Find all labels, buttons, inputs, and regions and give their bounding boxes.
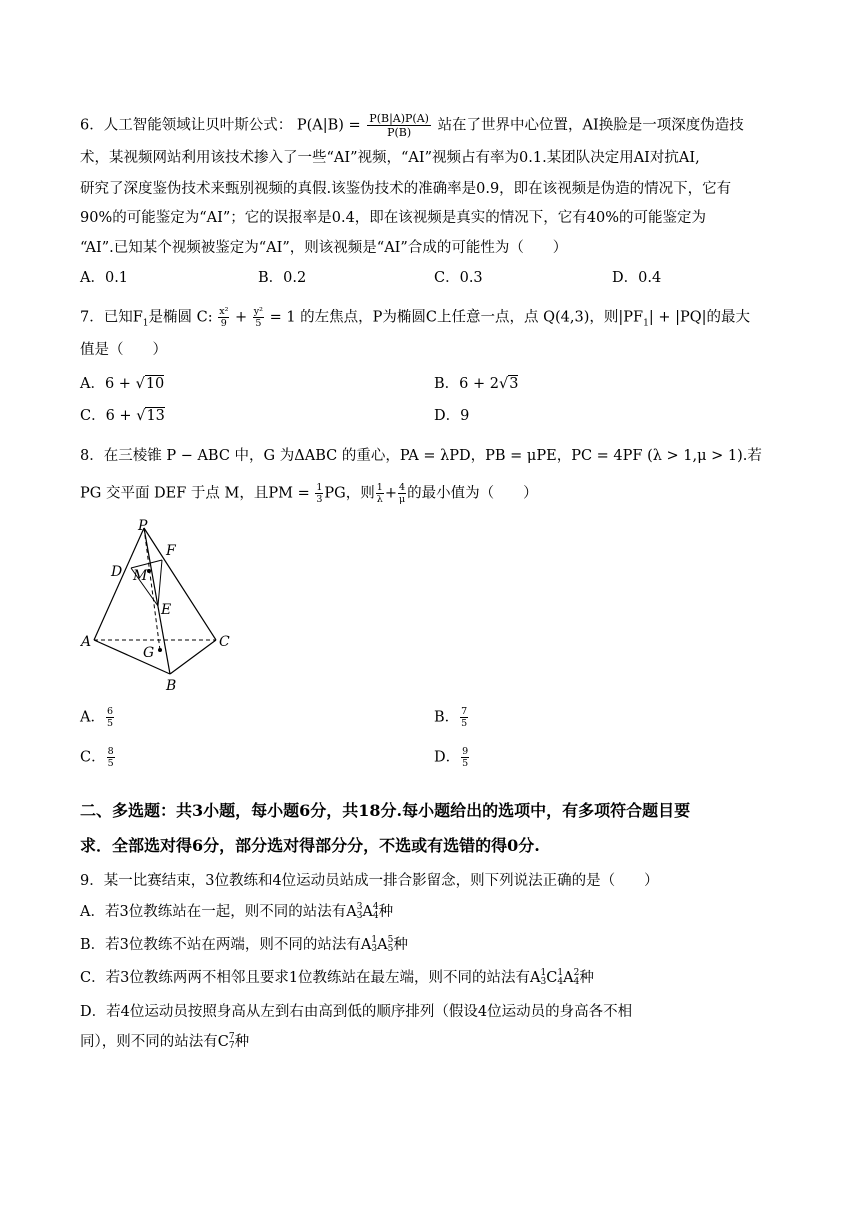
q8-a-label: A． — [80, 709, 105, 726]
f2n: 1 — [376, 482, 383, 493]
q7-plus: + — [235, 309, 248, 326]
q8-d-den: 5 — [462, 758, 469, 769]
q7-prefix: 7．已知F — [80, 309, 143, 326]
q8-d-num: 9 — [462, 746, 469, 757]
q8-option-d[interactable] — [434, 746, 470, 769]
q7-option-c[interactable]: C．6 + √13 — [80, 408, 165, 424]
bayes-numerator: P(B|A)P(A) — [369, 112, 429, 125]
perm-symbol: A 5 5 — [377, 935, 394, 954]
q7-a-text: A．6 + — [80, 376, 136, 392]
q6-suffix: 站在了世界中心位置，AI换脸是一项深度伪造技 — [437, 117, 744, 134]
q9-d-post: 种 — [234, 1034, 250, 1050]
ellipse-x-fraction — [218, 306, 229, 329]
q7-mid3: | + |PQ|的最大 — [648, 309, 750, 326]
section2-heading-line2: 求．全部选对得6分，部分选对得部分分，不选或有选错的得0分. — [80, 836, 540, 855]
q9-option-d[interactable] — [80, 1002, 632, 1022]
q8-frac-1-lambda — [376, 482, 384, 505]
q8-b-den: 5 — [461, 718, 468, 729]
q6-option-a[interactable]: A．0.1 — [80, 270, 129, 286]
q6-option-c[interactable]: C．0.3 — [434, 270, 483, 286]
perm-symbol: A 3 3 — [346, 902, 363, 921]
label-b: B — [166, 678, 177, 694]
label-m: M — [133, 568, 148, 584]
q9-option-a[interactable] — [80, 902, 393, 922]
ellipse-y-fraction — [253, 306, 264, 329]
q6-line2: 术，某视频网站利用该技术掺入了一些“AI”视频，“AI”视频占有率为0.1.某团队决定用AI对抗AI, — [80, 150, 700, 166]
perm-symbol: A 1 3 — [360, 935, 378, 954]
q9-c-post: 种 — [579, 970, 594, 986]
q8-option-c[interactable] — [80, 746, 116, 769]
q7-a-radicand: 10 — [145, 376, 165, 392]
q8-b-fraction — [460, 706, 468, 729]
perm-symbol: A 2 4 — [563, 968, 580, 987]
label-d: D — [111, 564, 123, 580]
d9: 9 — [220, 318, 227, 329]
q9-c-text: C．若3位教练两两不相邻且要求1位教练站在最左端，则不同的站法有 — [80, 970, 531, 986]
q7-option-d[interactable]: D．9 — [434, 408, 470, 424]
q6-option-d[interactable]: D．0.4 — [612, 270, 662, 286]
q8-a-num: 6 — [106, 706, 114, 717]
q8-c-den: 5 — [107, 758, 114, 769]
y2: y² — [253, 306, 263, 317]
q9-d-expression — [218, 1034, 235, 1050]
q8-line1: 8．在三棱锥 P − ABC 中，G 为ΔABC 的重心，PA = λPD，PB = μPE，PC = 4PF (λ > 1,μ > 1).若 — [80, 448, 762, 464]
tetrahedron-figure — [76, 518, 241, 698]
q6-option-b[interactable]: B．0.2 — [258, 270, 307, 286]
q8-line2 — [80, 482, 538, 505]
q7-c-text: C．6 + — [80, 408, 137, 424]
f3d: μ — [398, 494, 406, 505]
q6-line3: 研究了深度鉴伪技术来甄别视频的真假.该鉴伪技术的准确率是0.9，即在该视频是伪造的情况下，它有 — [80, 181, 732, 197]
q8-option-a[interactable] — [80, 706, 115, 729]
q9-a-post: 种 — [378, 904, 394, 920]
perm-symbol: C 1 4 — [546, 968, 564, 987]
q8-a-den: 5 — [106, 718, 114, 729]
q9-b-expression — [361, 937, 393, 953]
q9-c-expression — [530, 970, 579, 986]
q8-line2-c: 的最小值为（ ） — [407, 485, 538, 502]
f1n: 1 — [316, 482, 323, 493]
q7-line2: 值是（ ） — [80, 342, 167, 358]
d5: 5 — [255, 318, 262, 329]
q9-b-text: B．若3位教练不站在两端，则不同的站法有 — [80, 937, 361, 953]
q8-c-num: 8 — [107, 746, 114, 757]
q9-a-text: A．若3位教练站在一起，则不同的站法有 — [80, 904, 347, 920]
x2: x² — [219, 306, 229, 317]
q8-b-num: 7 — [461, 706, 468, 717]
q9-b-post: 种 — [393, 937, 408, 953]
q9-option-b[interactable] — [80, 935, 408, 955]
label-c: C — [219, 634, 230, 650]
q8-plus: + — [384, 485, 397, 502]
q8-frac-1-3 — [315, 482, 323, 505]
q6-line1 — [80, 112, 744, 139]
q7-line1 — [80, 306, 750, 333]
f3n: 4 — [399, 482, 406, 493]
q9-stem: 9．某一比赛结束，3位教练和4位运动员站成一排合影留念，则下列说法正确的是（ ） — [80, 873, 659, 889]
perm-symbol: A 1 3 — [530, 968, 547, 987]
q8-frac-4-mu — [398, 482, 406, 505]
q7-mid2: = 1 的左焦点，P为椭圆C上任意一点，点 Q(4,3)，则|PF — [269, 309, 644, 326]
label-p: P — [138, 518, 148, 534]
label-a: A — [81, 634, 92, 650]
f2d: λ — [376, 494, 383, 505]
q6-line5: “AI”.已知某个视频被鉴定为“AI”，则该视频是“AI”合成的可能性为（ ） — [80, 240, 568, 256]
q8-line2-b: PG，则 — [324, 485, 375, 502]
section2-heading-line1: 二、多选题：共3小题，每小题6分，共18分.每小题给出的选项中，有多项符合题目要 — [80, 801, 691, 820]
q7-option-a[interactable]: A．6 + √10 — [80, 376, 165, 392]
bayes-denominator: P(B) — [387, 126, 412, 139]
q9-d-text: 同），则不同的站法有 — [80, 1034, 218, 1050]
q9-a-expression — [346, 904, 378, 920]
label-g: G — [143, 645, 155, 661]
q7-sub2: 1 — [643, 318, 649, 329]
perm-symbol: A 4 4 — [362, 902, 379, 921]
f1d: 3 — [316, 494, 323, 505]
bayes-fraction — [367, 112, 431, 139]
bayes-lhs: P(A|B) = — [296, 117, 361, 134]
q8-b-label: B． — [434, 709, 460, 726]
q6-line4: 90%的可能鉴定为“AI”；它的误报率是0.4，即在该视频是真实的情况下，它有40%的可能鉴定为 — [80, 210, 707, 226]
q8-a-fraction — [106, 706, 114, 729]
q8-c-fraction — [107, 746, 115, 769]
label-f: F — [166, 543, 176, 559]
perm-symbol: C 7 7 — [217, 1032, 235, 1051]
q8-option-b[interactable] — [434, 706, 469, 729]
q7-c-radicand: 13 — [146, 408, 165, 424]
q8-c-label: C． — [80, 749, 106, 766]
q7-b-radicand: 3 — [509, 376, 519, 392]
label-e: E — [161, 602, 172, 618]
q9-d-text-line1: D．若4位运动员按照身高从左到右由高到低的顺序排列（假设4位运动员的身高各不相 — [80, 1004, 633, 1020]
q9-option-d-cont — [80, 1032, 249, 1052]
q7-option-b[interactable]: B．6 + 2√3 — [434, 376, 519, 392]
q8-d-label: D． — [434, 749, 461, 766]
q7-mid1: 是椭圆 C: — [148, 309, 213, 326]
q8-d-fraction — [461, 746, 469, 769]
q7-sub1: 1 — [142, 318, 149, 329]
q6-prefix: 6．人工智能领域让贝叶斯公式： — [80, 117, 293, 134]
q8-line2-a: PG 交平面 DEF 于点 M，且PM = — [80, 485, 310, 502]
q7-b-text: B．6 + 2 — [434, 376, 499, 392]
q9-option-c[interactable] — [80, 968, 594, 988]
